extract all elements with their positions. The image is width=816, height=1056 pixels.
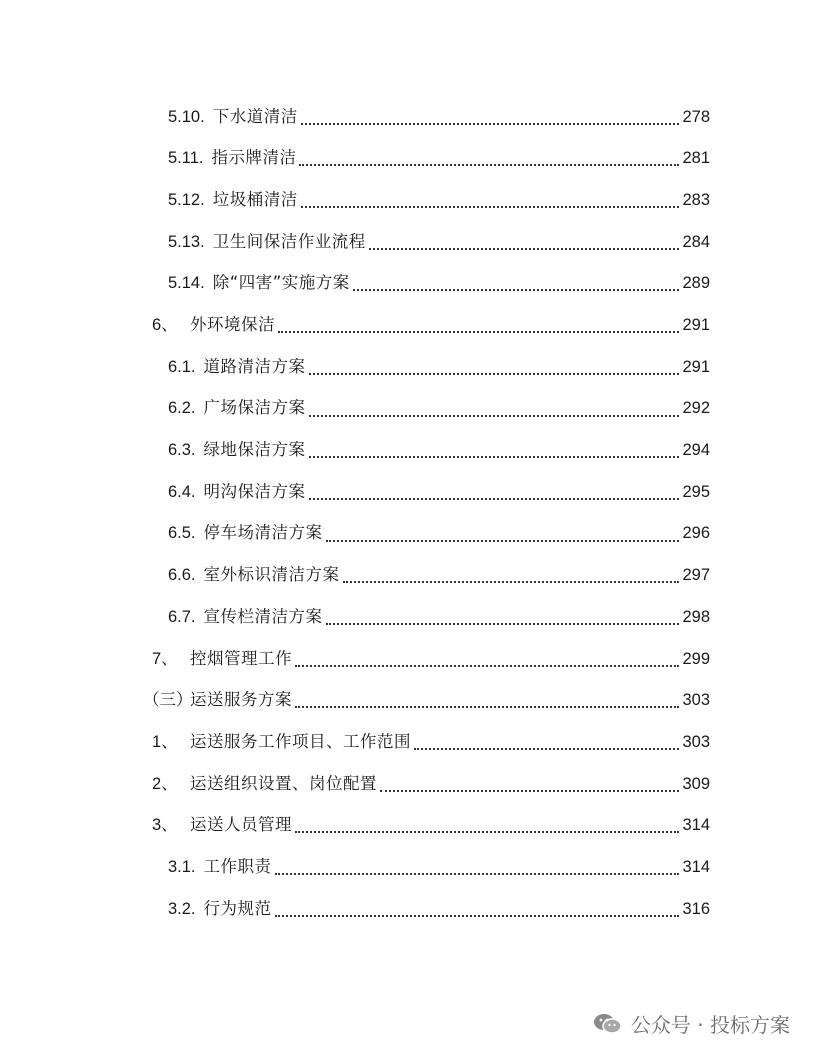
toc-entry[interactable] bbox=[0, 430, 816, 472]
toc-entry-number: 3.2. bbox=[168, 899, 196, 918]
toc-entry-page: 283 bbox=[682, 190, 710, 209]
toc-entry-page: 316 bbox=[682, 899, 710, 918]
toc-entry[interactable] bbox=[0, 221, 816, 263]
toc-entry-title: 工作职责 bbox=[203, 856, 272, 876]
dot-leader bbox=[295, 705, 679, 708]
dot-leader bbox=[275, 914, 680, 917]
toc-entry[interactable] bbox=[0, 138, 816, 180]
toc-entry-page: 289 bbox=[682, 274, 710, 293]
toc-entry-number: 6、 bbox=[152, 316, 178, 335]
toc-entry-page: 281 bbox=[682, 149, 710, 168]
toc-entry-title: 道路清洁方案 bbox=[203, 356, 306, 376]
toc-entry[interactable] bbox=[0, 680, 816, 722]
dot-leader bbox=[301, 205, 680, 208]
toc-entry-number: 5.14. bbox=[168, 274, 205, 293]
toc-entry-title: 室外标识清洁方案 bbox=[203, 565, 340, 585]
toc-entry[interactable] bbox=[0, 388, 816, 430]
watermark-text: 公众号 · 投标方案 bbox=[630, 1013, 790, 1037]
toc-entry-page: 284 bbox=[682, 232, 710, 251]
toc-entry-title: 绿地保洁方案 bbox=[203, 440, 306, 460]
toc-entry-page: 303 bbox=[682, 732, 710, 751]
toc-entry-page: 309 bbox=[682, 774, 710, 793]
toc-entry[interactable] bbox=[0, 805, 816, 847]
dot-leader bbox=[326, 622, 680, 625]
dot-leader bbox=[326, 539, 680, 542]
toc-entry[interactable] bbox=[0, 346, 816, 388]
toc-entry-number: 1、 bbox=[152, 732, 178, 751]
toc-entry-number: 3、 bbox=[152, 816, 178, 835]
toc-entry[interactable] bbox=[0, 596, 816, 638]
toc-entry-title: 停车场清洁方案 bbox=[203, 523, 323, 543]
toc-entry-page: 314 bbox=[682, 857, 710, 876]
toc-entry-title: 下水道清洁 bbox=[212, 106, 298, 126]
toc-entry-number: 7、 bbox=[152, 649, 178, 668]
dot-leader bbox=[295, 830, 679, 833]
toc-entry-title: 宣传栏清洁方案 bbox=[203, 606, 323, 626]
toc-entry-number: 5.13. bbox=[168, 232, 205, 251]
dot-leader bbox=[309, 414, 680, 417]
toc-entry-page: 295 bbox=[682, 482, 710, 501]
toc-entry-page: 296 bbox=[682, 524, 710, 543]
toc-entry[interactable] bbox=[0, 555, 816, 597]
toc-entry-number: 6.5. bbox=[168, 524, 196, 543]
dot-leader bbox=[299, 163, 679, 166]
toc-entry-number: 5.12. bbox=[168, 190, 205, 209]
toc-entry-number: 6.1. bbox=[168, 357, 196, 376]
toc-entry-page: 291 bbox=[682, 316, 710, 335]
toc-entry-title: 外环境保洁 bbox=[190, 315, 275, 335]
toc-entry-page: 299 bbox=[682, 649, 710, 668]
toc-entry-number: 6.7. bbox=[168, 607, 196, 626]
toc-entry[interactable] bbox=[0, 763, 816, 805]
toc-entry-title: 明沟保洁方案 bbox=[203, 481, 306, 501]
toc-entry-title: 运送人员管理 bbox=[190, 815, 292, 835]
toc-entry-number: 6.2. bbox=[168, 399, 196, 418]
toc-entry-number: 2、 bbox=[152, 774, 178, 793]
toc-entry[interactable] bbox=[0, 888, 816, 930]
toc-entry-number: 3.1. bbox=[168, 857, 196, 876]
toc-entry-page: 278 bbox=[682, 107, 710, 126]
toc-entry[interactable] bbox=[0, 96, 816, 138]
toc-entry[interactable] bbox=[0, 513, 816, 555]
toc-entry-title: 垃圾桶清洁 bbox=[212, 189, 298, 209]
toc-entry-number: 6.4. bbox=[168, 482, 196, 501]
toc-entry-page: 291 bbox=[682, 357, 710, 376]
toc-entry-page: 297 bbox=[682, 566, 710, 585]
dot-leader bbox=[414, 747, 679, 750]
table-of-contents bbox=[0, 96, 816, 930]
toc-entry-title: 指示牌清洁 bbox=[211, 148, 297, 168]
dot-leader bbox=[295, 664, 679, 667]
toc-entry-title: 卫生间保洁作业流程 bbox=[212, 231, 366, 251]
toc-entry-number: 6.3. bbox=[168, 441, 196, 460]
dot-leader bbox=[275, 872, 680, 875]
toc-entry-page: 294 bbox=[682, 441, 710, 460]
dot-leader bbox=[309, 455, 680, 458]
toc-entry-page: 292 bbox=[682, 399, 710, 418]
dot-leader bbox=[309, 372, 680, 375]
toc-entry-title: 广场保洁方案 bbox=[203, 398, 306, 418]
toc-entry-title: 运送组织设置、岗位配置 bbox=[190, 773, 377, 793]
toc-entry-title: 运送服务方案 bbox=[190, 690, 292, 710]
toc-entry-title: 运送服务工作项目、工作范围 bbox=[190, 731, 411, 751]
wechat-icon bbox=[593, 1012, 623, 1036]
watermark bbox=[593, 1009, 790, 1038]
dot-leader bbox=[301, 122, 680, 125]
toc-entry[interactable] bbox=[0, 304, 816, 346]
toc-entry-title: 除“四害”实施方案 bbox=[212, 273, 350, 293]
toc-entry[interactable] bbox=[0, 721, 816, 763]
dot-leader bbox=[278, 330, 679, 333]
toc-entry-page: 314 bbox=[682, 816, 710, 835]
dot-leader bbox=[353, 288, 680, 291]
toc-entry-number: （三） bbox=[143, 690, 193, 710]
toc-entry[interactable] bbox=[0, 471, 816, 513]
dot-leader bbox=[309, 497, 680, 500]
toc-entry-number: 5.11. bbox=[168, 149, 204, 168]
toc-entry-number: 5.10. bbox=[168, 107, 205, 126]
toc-entry[interactable] bbox=[0, 179, 816, 221]
toc-entry[interactable] bbox=[0, 638, 816, 680]
toc-entry-number: 6.6. bbox=[168, 566, 196, 585]
toc-entry[interactable] bbox=[0, 846, 816, 888]
toc-entry[interactable] bbox=[0, 263, 816, 305]
dot-leader bbox=[343, 580, 680, 583]
toc-entry-title: 行为规范 bbox=[203, 898, 272, 918]
toc-entry-title: 控烟管理工作 bbox=[190, 648, 292, 668]
toc-entry-page: 303 bbox=[682, 691, 710, 710]
toc-entry-page: 298 bbox=[682, 607, 710, 626]
dot-leader bbox=[369, 247, 680, 250]
dot-leader bbox=[380, 789, 679, 792]
